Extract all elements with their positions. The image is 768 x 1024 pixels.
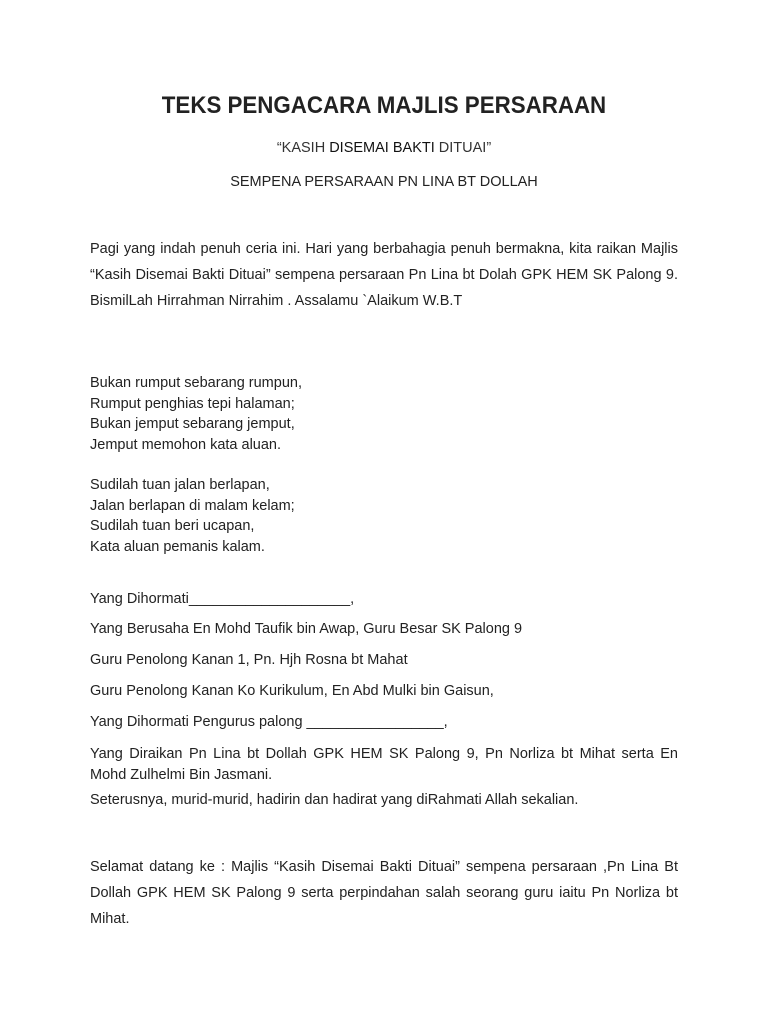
pantun-line: Bukan jemput sebarang jemput,	[90, 416, 295, 432]
greeting-line-4: Guru Penolong Kanan Ko Kurikulum, En Abd Mulki bin Gaisun,	[90, 683, 494, 699]
subtitle-quote-open: “	[276, 140, 282, 156]
greeting-line-7: Seterusnya, murid-murid, hadirin dan hadirat yang diRahmati Allah sekalian.	[90, 792, 579, 808]
pantun-line: Kata aluan pemanis kalam.	[90, 538, 265, 555]
greeting-line-3: Guru Penolong Kanan 1, Pn. Hjh Rosna bt Mahat	[90, 652, 408, 668]
greeting-line-5: Yang Dihormati Pengurus palong _________________,	[90, 714, 448, 730]
subtitle-word-disemai-bakti: DISEMAI BAKTI	[329, 140, 435, 156]
document-subtitle	[0, 140, 768, 156]
pantun-stanza-2	[90, 475, 678, 557]
greeting-line-1: Yang Dihormati____________________,	[90, 591, 355, 607]
pantun-line: Jemput memohon kata aluan.	[90, 436, 282, 453]
pantun-line: Sudilah tuan jalan berlapan,	[90, 477, 270, 493]
event-line: SEMPENA PERSARAAN PN LINA BT DOLLAH	[230, 174, 538, 190]
intro-paragraph: Pagi yang indah penuh ceria ini. Hari yang berbahagia penuh bermakna, kita raikan Majlis “Kasih Disemai Bakti Dituai” sempena persaraan Pn Lina bt Dolah GPK HEM SK Palong 9. BismilLah Hirrahman Nirrahim . Assalamu `Alaikum W.B.T	[90, 241, 678, 309]
greeting-line-6: Yang Diraikan Pn Lina bt Dollah GPK HEM SK Palong 9, Pn Norliza bt Mihat serta En Mohd Zulhelmi Bin Jasmani.	[90, 746, 678, 783]
pantun-line: Bukan rumput sebarang rumpun,	[90, 375, 302, 391]
pantun-line: Jalan berlapan di malam kelam;	[90, 497, 295, 514]
greeting-line-2: Yang Berusaha En Mohd Taufik bin Awap, Guru Besar SK Palong 9	[90, 621, 523, 637]
document-title: TEKS PENGACARA MAJLIS PERSARAAN	[161, 92, 607, 119]
subtitle-quote-close: ”	[486, 140, 492, 156]
welcome-paragraph: Selamat datang ke : Majlis “Kasih Disemai Bakti Dituai” sempena persaraan ,Pn Lina Bt Dollah GPK HEM SK Palong 9 serta perpindahan salah seorang guru iaitu Pn Norliza bt Mihat.	[90, 859, 678, 927]
subtitle-word-dituai: DITUAI	[438, 140, 487, 156]
pantun-line: Rumput penghias tepi halaman;	[90, 395, 295, 412]
subtitle-word-kasih: KASIH	[281, 140, 326, 156]
pantun-line: Sudilah tuan beri ucapan,	[90, 518, 255, 534]
pantun-stanza-1	[90, 373, 678, 455]
